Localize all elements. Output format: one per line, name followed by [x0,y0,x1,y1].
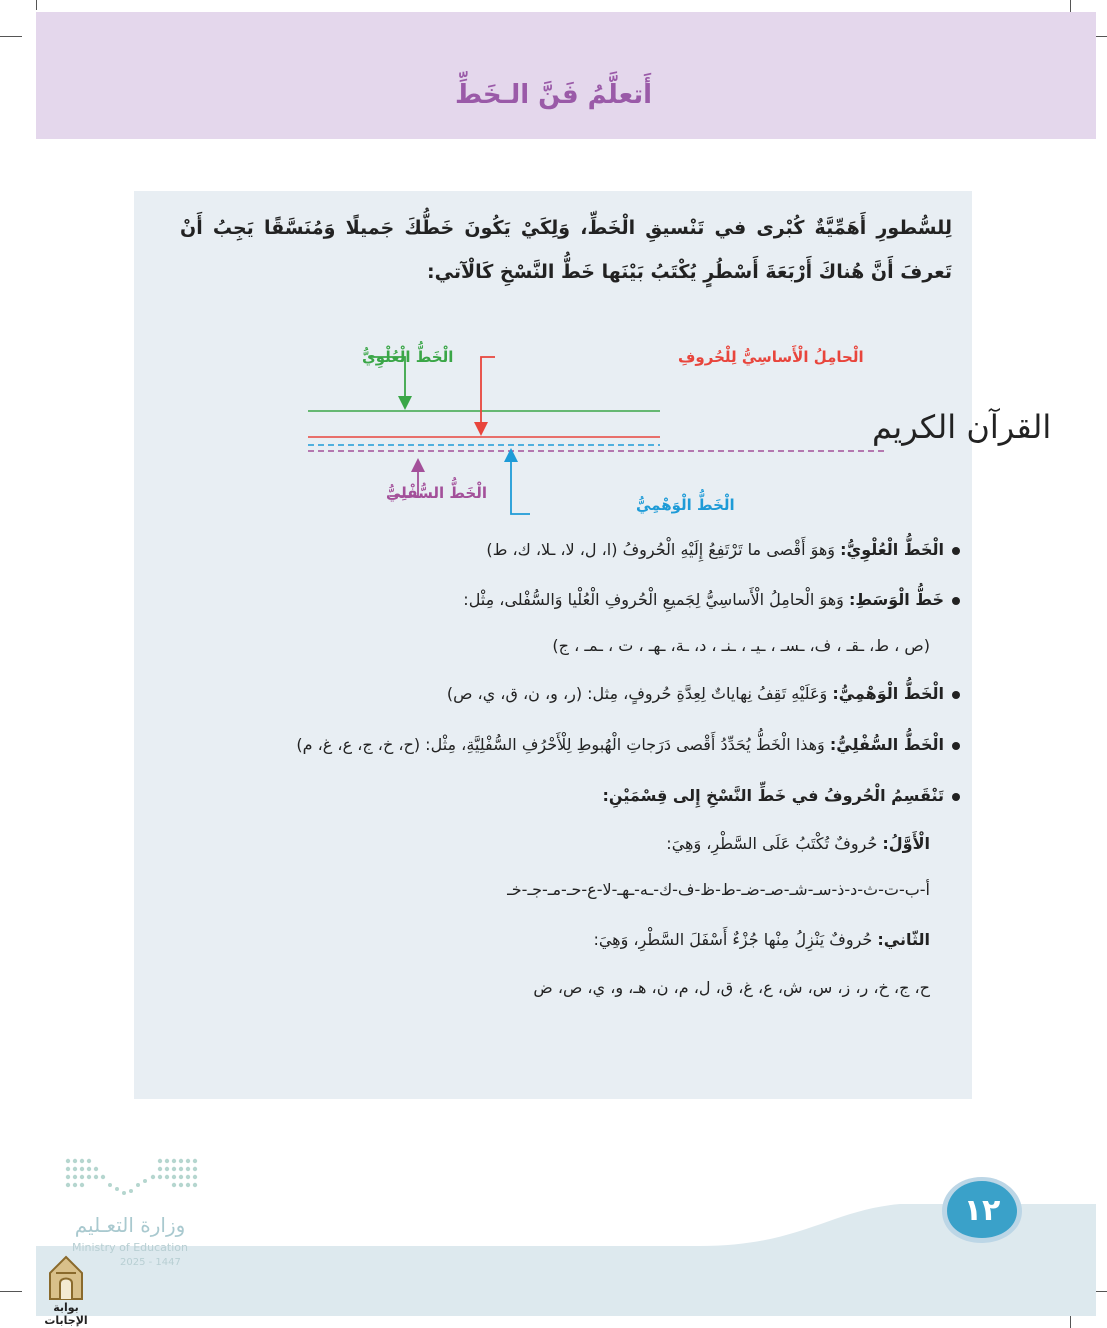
lantern-icon [30,1255,102,1301]
sample-word: القرآن الكريم [872,408,1052,446]
virtual-line-arrow [511,456,530,514]
base-line-arrow [481,357,495,428]
bullet-middle-line: خَطُّ الْوَسَطِ: وَهوَ الْحامِلُ الْأَساسِيُّ لِجَميعِ الْحُروفِ الْعُلْيا وَالسُّفْلى، مِثْل: [463,590,960,609]
bullet-lower-line: الْخَطُّ السُّفْلِيُّ: وَهذا الْخَطُّ يُحَدِّدُ أَقْصى دَرَجاتِ الْهُبوطِ لِلْأَحْرُفِ السُّفْلِيَّةِ، مِثْل: (ح، خ، ج، ع، غ، م) [296,735,960,754]
first-group: الْأَوَّلُ: حُروفٌ تُكْتَبُ عَلَى السَّطْرِ، وَهِيَ: [666,834,930,853]
bullet-virtual-line: الْخَطُّ الْوَهْمِيُّ: وَعَلَيْهِ تَقِفُ نِهاياتٌ لِعِدَّةِ حُروفٍ، مِثل: (ر، و، ن، ق، ي، ص) [447,684,960,703]
ministry-name-ar: وزارة التعـليم [74,1213,186,1237]
lower-line-label: الْخَطُّ السُّفْلِيُّ [386,484,488,502]
middle-line-examples: (ص ، ط، ـقـ ، ف، ـسـ ، ـيـ ، ـنـ ، د، ـة، ـهـ ، ت ، ـمـ ، ج) [552,636,930,655]
bullet-dot [952,547,960,555]
watermark-text: بوابة الإجابات [44,1301,88,1327]
lower-arrow-head [411,458,425,472]
second-group-letters: ح، ج، خ، ر، ز، س، ش، ع، غ، ق، ل، م، ن، هـ، و، ي، ص، ض [533,978,930,997]
base-line-label: الْحامِلُ الْأَساسِيُّ لِلْحُروفِ [678,348,864,366]
page-title: أَتعلَّمُ فَنَّ الـخَطِّ [454,80,653,110]
ministry-name-en: Ministry of Education [71,1241,188,1254]
intro-paragraph: لِلسُّطورِ أَهَمِّيَّةٌ كُبْرى في تَنْسيقِ الْخَطِّ، وَلِكَيْ يَكُونَ خَطُّكَ جَميلًا وَمُنَسَّقًا يَجِبُ أَنْ تَعرفَ أَنَّ هُناكَ أَرْبَعَةَ أَسْطُرٍ يُكْتَبُ بَيْنَها خَطُّ النَّسْخِ كَالْآتي: [180,217,952,283]
header-band [36,12,1096,139]
base-arrow-head [474,422,488,436]
writing-lines-diagram [260,330,1052,530]
page-number: ١٢ [963,1193,1001,1228]
bullet-dot [952,742,960,750]
ministry-dots-icon [60,1155,200,1205]
bullet-dot [952,691,960,699]
ministry-logo [60,1155,200,1270]
ministry-year: 2025 - 1447 [120,1257,181,1268]
virtual-line-label: الْخَطُّ الْوَهْمِيُّ [636,496,735,514]
watermark-logo [30,1255,102,1327]
upper-line-label: الْخَطُّ الْعُلْوِيُّ [362,348,454,366]
upper-arrow-head [398,396,412,410]
crop-mark [36,0,37,10]
second-group: الثّاني: حُروفٌ يَنْزِلُ مِنْها جُزْءٌ أَسْفَلَ السَّطْرِ، وَهِيَ: [593,930,930,949]
bullet-letter-division: تَنْقَسِمُ الْحُروفُ في خَطِّ النَّسْخِ إِلى قِسْمَيْنِ: [603,786,960,805]
bullet-dot [952,793,960,801]
first-group-letters: أ-ب-ت-ث-د-ذ-سـ-شـ-صـ-ضـ-ط-ظ-ف-ك-ـه-ـهـ-لا-ع-حـ-مـ-جـ-خـ [507,880,930,899]
page-number-badge [940,1175,1024,1245]
virtual-arrow-head [504,448,518,462]
bullet-dot [952,597,960,605]
crop-mark [0,36,22,37]
bullet-upper-line: الْخَطُّ الْعُلْوِيُّ: وَهوَ أَقْصى ما تَرْتَفِعُ إِلَيْهِ الْحُروفُ (ا، ل، لا، ـلا، ك، ط) [486,540,960,559]
